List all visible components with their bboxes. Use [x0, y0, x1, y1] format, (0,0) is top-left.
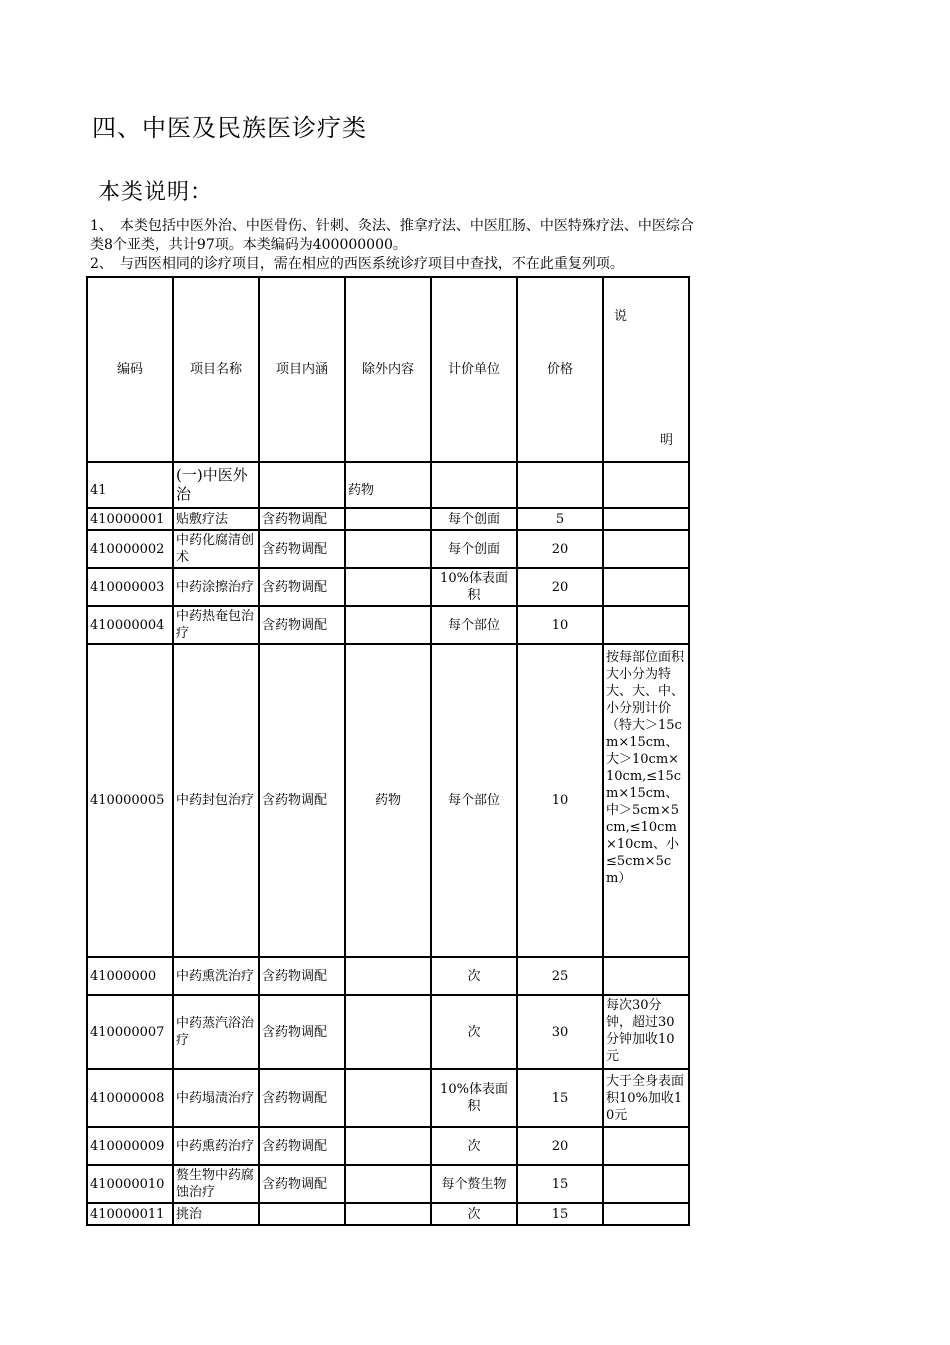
table-row [87, 1165, 689, 1203]
row-price: 30 [517, 995, 603, 1069]
header-note [603, 277, 689, 462]
header-content: 项目内涵 [259, 277, 345, 462]
row-unit: 次 [431, 1203, 517, 1225]
row-excluded [345, 1069, 431, 1127]
note-2: 2、 与西医相同的诊疗项目，需在相应的西医系统诊疗项目中查找，不在此重复列项。 [90, 256, 624, 272]
row-price: 20 [517, 530, 603, 568]
row-excluded: 药物 [345, 644, 431, 957]
row-unit: 每个部位 [431, 606, 517, 644]
row-content: 含药物调配 [259, 957, 345, 995]
row-excluded [345, 995, 431, 1069]
row-content: 含药物调配 [259, 995, 345, 1069]
row-price: 20 [517, 1127, 603, 1165]
row-content: 含药物调配 [259, 1127, 345, 1165]
row-note [603, 530, 689, 568]
row-price: 10 [517, 644, 603, 957]
table-row [87, 644, 689, 957]
row-name: 贴敷疗法 [173, 508, 259, 530]
header-excluded: 除外内容 [345, 277, 431, 462]
row-name: 中药熏洗治疗 [173, 957, 259, 995]
row-code: 41000000 [87, 957, 173, 995]
row-content: 含药物调配 [259, 568, 345, 606]
row-price: 15 [517, 1203, 603, 1225]
row-unit: 10%体表面积 [431, 1069, 517, 1127]
table-row [87, 995, 689, 1069]
row-excluded [345, 568, 431, 606]
price-table [86, 276, 690, 1226]
section-subtitle: 本类说明： [98, 180, 214, 205]
table-row [87, 1127, 689, 1165]
row-unit: 每个创面 [431, 508, 517, 530]
row-price: 15 [517, 1165, 603, 1203]
table-row [87, 1203, 689, 1225]
row-code: 410000009 [87, 1127, 173, 1165]
row-excluded [345, 606, 431, 644]
row-name: 中药熏药治疗 [173, 1127, 259, 1165]
row-unit: 10%体表面积 [431, 568, 517, 606]
row-note [603, 568, 689, 606]
row-excluded [345, 1203, 431, 1225]
row-excluded [345, 530, 431, 568]
row-code: 410000002 [87, 530, 173, 568]
row-unit: 次 [431, 957, 517, 995]
row-content: 含药物调配 [259, 1069, 345, 1127]
row-unit: 每个赘生物 [431, 1165, 517, 1203]
row-code: 410000005 [87, 644, 173, 957]
row-note: 大于全身表面积10%加收10元 [603, 1069, 689, 1127]
header-note-top: 说 [614, 309, 628, 324]
row-price: 10 [517, 606, 603, 644]
row-code: 410000007 [87, 995, 173, 1069]
row-content: 含药物调配 [259, 644, 345, 957]
row-note [603, 508, 689, 530]
header-name: 项目名称 [173, 277, 259, 462]
row-name: 中药热奄包治疗 [173, 606, 259, 644]
row-name: 中药封包治疗 [173, 644, 259, 957]
row-price: 20 [517, 568, 603, 606]
row-unit [431, 462, 517, 508]
notes-block [90, 217, 702, 274]
row-unit: 次 [431, 1127, 517, 1165]
table-row [87, 462, 689, 508]
row-content [259, 462, 345, 508]
header-unit: 计价单位 [431, 277, 517, 462]
page-title: 四、中医及民族医诊疗类 [92, 114, 367, 142]
row-code: 410000011 [87, 1203, 173, 1225]
table-row [87, 957, 689, 995]
row-excluded [345, 1165, 431, 1203]
row-name: 中药蒸汽浴治疗 [173, 995, 259, 1069]
row-name: 挑治 [173, 1203, 259, 1225]
row-code: 410000001 [87, 508, 173, 530]
row-name: 中药塌渍治疗 [173, 1069, 259, 1127]
row-excluded [345, 1127, 431, 1165]
row-unit: 次 [431, 995, 517, 1069]
row-note: 每次30分钟，超过30分钟加收10元 [603, 995, 689, 1069]
row-code: 410000003 [87, 568, 173, 606]
row-code: 410000004 [87, 606, 173, 644]
row-code: 410000010 [87, 1165, 173, 1203]
row-name: 中药化腐清创术 [173, 530, 259, 568]
row-code: 41 [87, 462, 173, 508]
table-row [87, 568, 689, 606]
row-name: (一)中医外治 [173, 462, 259, 508]
row-excluded [345, 957, 431, 995]
header-price: 价格 [517, 277, 603, 462]
row-code: 410000008 [87, 1069, 173, 1127]
row-note [603, 606, 689, 644]
table-row [87, 1069, 689, 1127]
row-price: 5 [517, 508, 603, 530]
row-note: 按每部位面积大小分为特大、大、中、小分别计价（特大＞15cm×15cm、大＞10cm×10cm,≤15cm×15cm、中＞5cm×5cm,≤10cm×10cm、小≤5cm×5cm） [603, 644, 689, 957]
table-row [87, 530, 689, 568]
row-note [603, 1203, 689, 1225]
table-row [87, 606, 689, 644]
note-1: 1、 本类包括中医外治、中医骨伤、针刺、灸法、推拿疗法、中医肛肠、中医特殊疗法、中医综合类8个亚类，共计97项。本类编码为400000000。 [90, 218, 694, 253]
row-excluded: 药物 [345, 462, 431, 508]
row-price: 15 [517, 1069, 603, 1127]
row-note [603, 462, 689, 508]
header-row [87, 277, 689, 462]
row-excluded [345, 508, 431, 530]
header-code: 编码 [87, 277, 173, 462]
row-price [517, 462, 603, 508]
row-content: 含药物调配 [259, 508, 345, 530]
table-row [87, 508, 689, 530]
row-content: 含药物调配 [259, 530, 345, 568]
row-note [603, 1165, 689, 1203]
row-name: 赘生物中药腐蚀治疗 [173, 1165, 259, 1203]
row-unit: 每个部位 [431, 644, 517, 957]
row-content: 含药物调配 [259, 1165, 345, 1203]
row-note [603, 957, 689, 995]
row-content [259, 1203, 345, 1225]
row-content: 含药物调配 [259, 606, 345, 644]
row-name: 中药涂擦治疗 [173, 568, 259, 606]
row-note [603, 1127, 689, 1165]
row-price: 25 [517, 957, 603, 995]
header-note-bottom: 明 [660, 433, 674, 448]
row-unit: 每个创面 [431, 530, 517, 568]
